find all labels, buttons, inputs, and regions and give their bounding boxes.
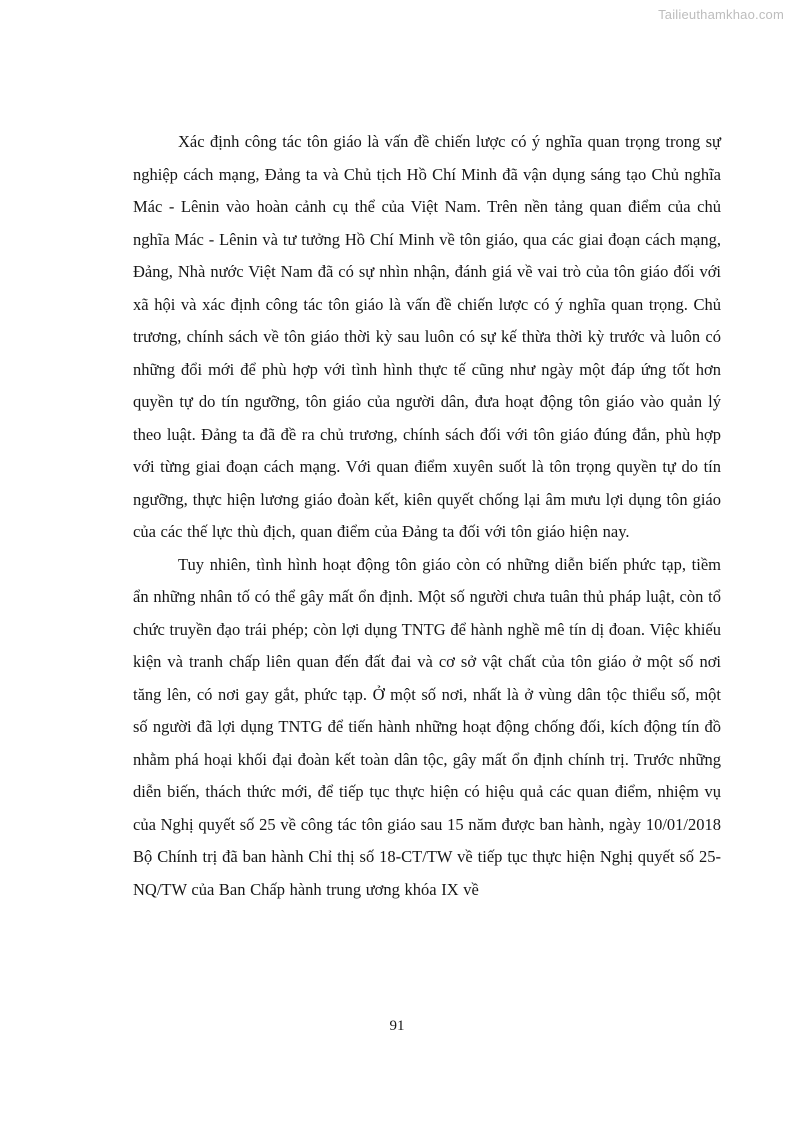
paragraph-1: Xác định công tác tôn giáo là vấn đề chiến lược có ý nghĩa quan trọng trong sự nghiệp cách mạng, Đảng ta và Chủ tịch Hồ Chí Minh đã vận dụng sáng tạo Chủ nghĩa Mác - Lênin vào hoàn cảnh cụ thể của Việt Nam. Trên nền tảng quan điểm của chủ nghĩa Mác - Lênin và tư tưởng Hồ Chí Minh về tôn giáo, qua các giai đoạn cách mạng, Đảng, Nhà nước Việt Nam đã có sự nhìn nhận, đánh giá về vai trò của tôn giáo đối với xã hội và xác định công tác tôn giáo là vấn đề chiến lược có ý nghĩa quan trọng. Chủ trương, chính sách về tôn giáo thời kỳ sau luôn có sự kế thừa thời kỳ trước và luôn có những đổi mới để phù hợp với tình hình thực tế cũng như ngày một đáp ứng tốt hơn quyền tự do tín ngưỡng, tôn giáo của người dân, đưa hoạt động tôn giáo vào quản lý theo luật. Đảng ta đã đề ra chủ trương, chính sách đối với tôn giáo đúng đắn, phù hợp với từng giai đoạn cách mạng. Với quan điểm xuyên suốt là tôn trọng quyền tự do tín ngưỡng, thực hiện lương giáo đoàn kết, kiên quyết chống lại âm mưu lợi dụng tôn giáo của các thế lực thù địch, quan điểm của Đảng ta đối với tôn giáo hiện nay. xyxy=(133,132,721,541)
page-number: 91 xyxy=(389,1018,405,1034)
watermark-site-label: Tailieuthamkhao.com xyxy=(658,7,784,22)
document-body xyxy=(133,126,721,906)
paragraph-2: Tuy nhiên, tình hình hoạt động tôn giáo còn có những diễn biến phức tạp, tiềm ẩn những nhân tố có thể gây mất ổn định. Một số người chưa tuân thủ pháp luật, còn tổ chức truyền đạo trái phép; còn lợi dụng TNTG để hành nghề mê tín dị đoan. Việc khiếu kiện và tranh chấp liên quan đến đất đai và cơ sở vật chất của tôn giáo ở một số nơi tăng lên, có nơi gay gắt, phức tạp. Ở một số nơi, nhất là ở vùng dân tộc thiểu số, một số người đã lợi dụng TNTG để tiến hành những hoạt động chống đối, kích động tín đồ nhằm phá hoại khối đại đoàn kết toàn dân tộc, gây mất ổn định chính trị. Trước những diễn biến, thách thức mới, để tiếp tục thực hiện có hiệu quả các quan điểm, nhiệm vụ của Nghị quyết số 25 về công tác tôn giáo sau 15 năm được ban hành, ngày 10/01/2018 Bộ Chính trị đã ban hành Chỉ thị số 18-CT/TW về tiếp tục thực hiện Nghị quyết số 25-NQ/TW của Ban Chấp hành trung ương khóa IX về xyxy=(133,554,721,899)
